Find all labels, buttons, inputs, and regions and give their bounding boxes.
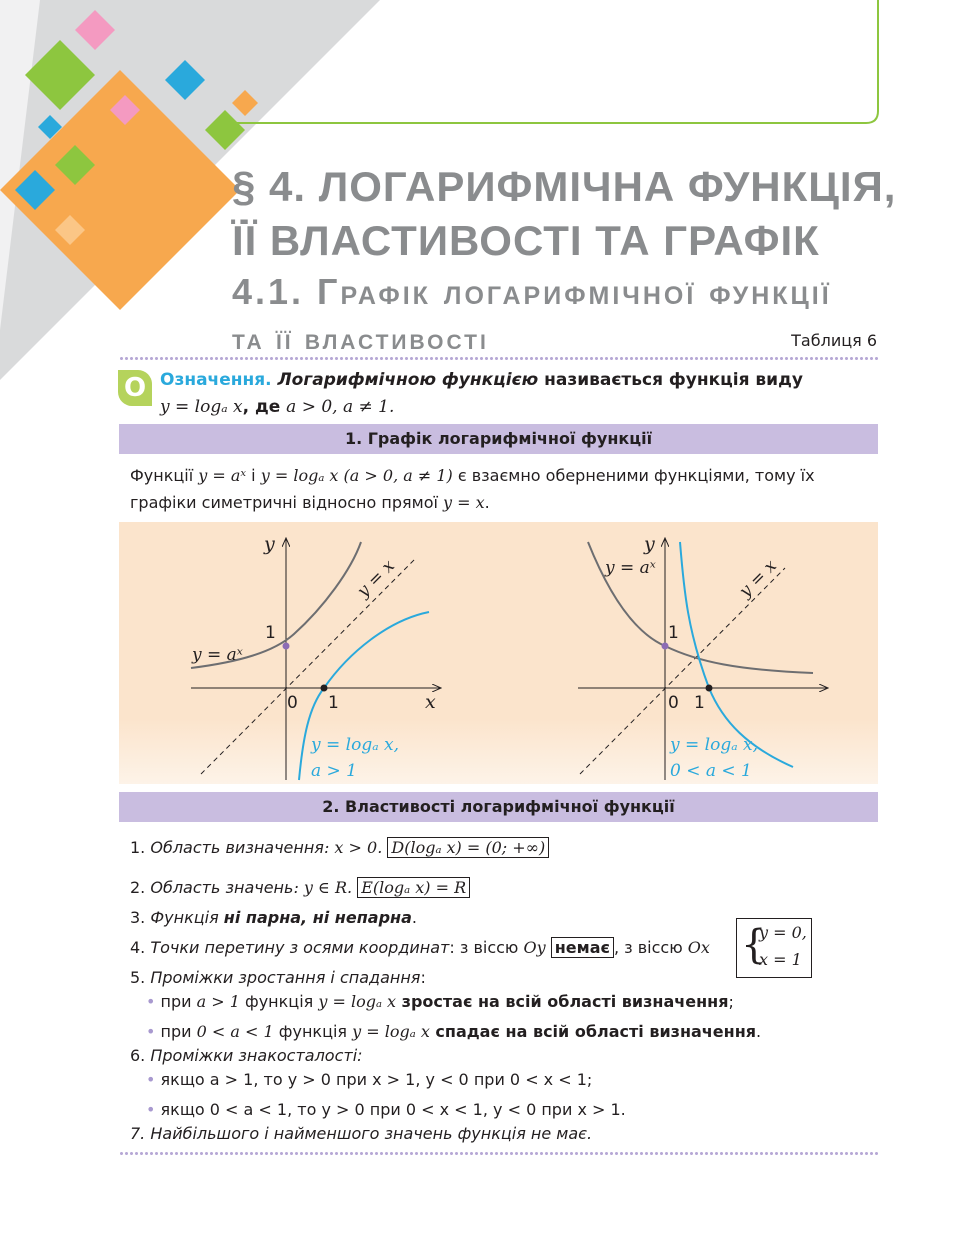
one-y-label: 1 <box>265 623 276 643</box>
log-label: y = logₐ x, <box>311 735 399 755</box>
y-axis-label: y <box>264 533 275 555</box>
property-6b: • якщо 0 < a < 1, то y > 0 при 0 < x < 1, y < 0 при x > 1. <box>146 1100 626 1119</box>
origin-label: 0 <box>287 693 298 713</box>
y-axis-label: y <box>644 533 655 555</box>
property-2: 2. Область значень: y ∈ R. E(logₐ x) = R <box>130 876 470 900</box>
graph-log-increasing <box>119 522 499 784</box>
section1-text: Функції y = aˣ і y = logₐ x (a > 0, a ≠ 1) є взаємно оберненими функціями, тому їх графіки симетричні відносно прямої y = x. <box>130 466 815 512</box>
section1-heading: 1. Графік логарифмічної функції <box>119 424 878 454</box>
cond-label: 0 < a < 1 <box>670 761 752 781</box>
cond-label: a > 1 <box>311 761 358 781</box>
definition-text: Означення. Логарифмічною функцією називається функція виду y = logₐ x, де a > 0, a ≠ 1. <box>160 370 803 417</box>
one-x-label: 1 <box>694 693 705 713</box>
diag-label: y = x <box>735 556 781 602</box>
log-label: y = logₐ x, <box>670 735 758 755</box>
property-6: 6. Проміжки знакосталості: <box>130 1046 363 1065</box>
one-x-label: 1 <box>328 693 339 713</box>
table-label: Таблиця 6 <box>791 331 877 350</box>
exp-label: y = aˣ <box>192 645 243 665</box>
diag-label: y = x <box>353 556 399 602</box>
property-5b: • при 0 < a < 1 функція y = logₐ x спадає на всій області визначення. <box>146 1022 762 1041</box>
definition-badge: О <box>118 370 152 406</box>
exp-label: y = aˣ <box>605 558 656 578</box>
one-y-label: 1 <box>668 623 679 643</box>
property-5: 5. Проміжки зростання і спадання: <box>130 968 426 987</box>
chapter-title: § 4. ЛОГАРИФМІЧНА ФУНКЦІЯ, ЇЇ ВЛАСТИВОСТІ ТА ГРАФІК <box>232 163 897 264</box>
section2-heading: 2. Властивості логарифмічної функції <box>119 792 878 822</box>
property-3: 3. Функція ні парна, ні непарна. <box>130 908 417 927</box>
property-7: 7. Найбільшого і найменшого значень функція не має. <box>130 1124 593 1143</box>
origin-label: 0 <box>668 693 679 713</box>
section-title: 4.1. Графік логарифмічної функції та її властивості <box>232 271 832 356</box>
property-5a: • при a > 1 функція y = logₐ x зростає на всій області визначення; <box>146 992 734 1011</box>
property-4: 4. Точки перетину з осями координат: з віссю Oy немає , з віссю Ox <box>130 938 710 957</box>
x-axis-label: x <box>425 691 436 713</box>
divider <box>119 356 878 361</box>
intersection-system: { y = 0, x = 1 <box>736 918 812 978</box>
divider-bottom <box>119 1151 878 1156</box>
graph-log-decreasing <box>498 522 878 784</box>
property-6a: • якщо a > 1, то y > 0 при x > 1, y < 0 при 0 < x < 1; <box>146 1070 593 1089</box>
property-1: 1. Область визначення: x > 0. D(logₐ x) = (0; +∞) <box>130 836 549 860</box>
